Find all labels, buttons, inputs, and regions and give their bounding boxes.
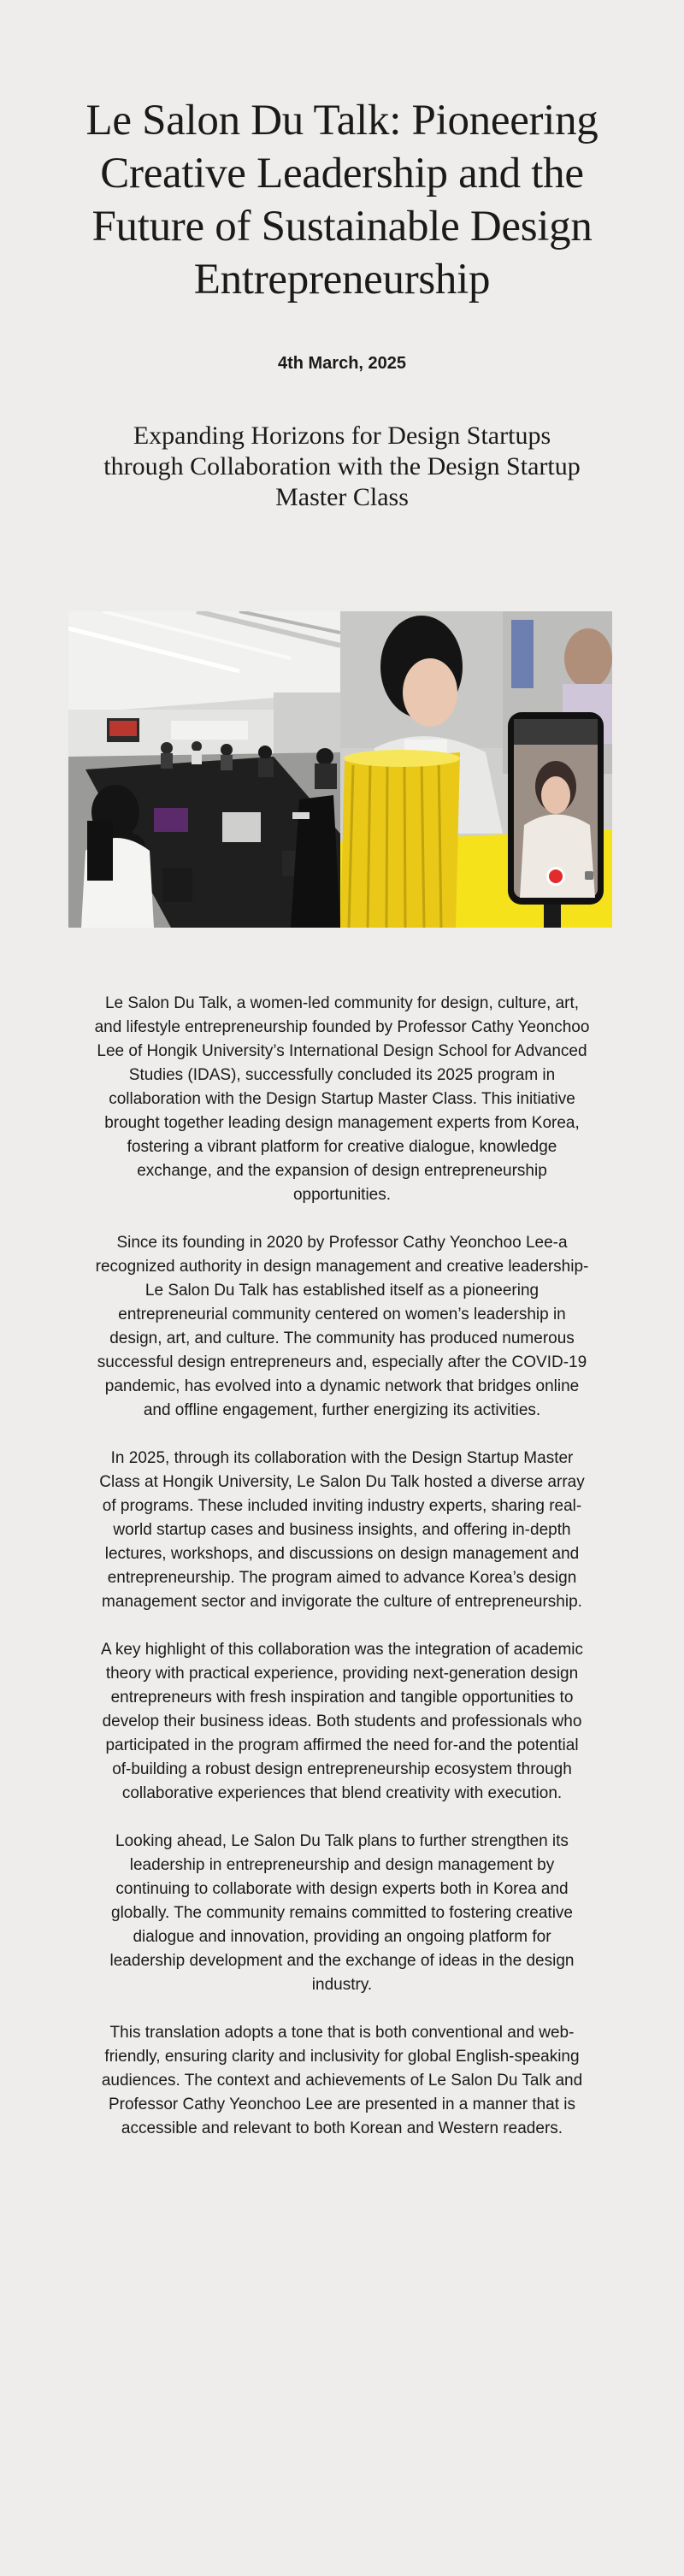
paragraph: In 2025, through its collaboration with the Design Startup Master Class at Hongik University, Le Salon Du Talk hosted a diverse array of programs. These included inviting industry experts, sharing real-world startup cases and business insights, and offering in-depth lectures, workshops, and discussions on design management and entrepreneurship. The program aimed to advance Korea’s design management sector and invigorate the culture of entrepreneurship. xyxy=(99,1449,585,1611)
paragraph: A key highlight of this collaboration was the integration of academic theory with practical experience, providing next-generation design entrepreneurs with fresh inspiration and tangible opportunities to develop their business ideas. Both students and professionals who participated in the program affirmed the need for-and the potential of-building a robust design entrepreneurship ecosystem through collaborative experiences that blend creativity with execution. xyxy=(101,1641,583,1802)
article-body xyxy=(94,992,590,2165)
article-title: Le Salon Du Talk: Pioneering Creative Leadership and the Future of Sustainable Design Entrepreneurship xyxy=(86,97,598,304)
phone-recording-photo xyxy=(340,611,612,928)
hero-image xyxy=(68,611,612,928)
paragraph: Le Salon Du Talk, a women-led community for design, culture, art, and lifestyle entrepreneurship founded by Professor Cathy Yeonchoo Lee of Hongik University’s International Design School for Advanced Studies (IDAS), successfully concluded its 2025 program in collaboration with the Design Startup Master Class. This initiative brought together leading design management experts from Korea, fostering a vibrant platform for creative dialogue, knowledge exchange, and the expansion of design entrepreneurship opportunities. xyxy=(94,994,590,1204)
article-subtitle: Expanding Horizons for Design Startups through Collaboration with the Design Startup Master Class xyxy=(103,421,581,511)
classroom-photo xyxy=(68,611,340,928)
paragraph: This translation adopts a tone that is both conventional and web-friendly, ensuring clarity and inclusivity for global English-speaking audiences. The context and achievements of Le Salon Du Talk and Professor Cathy Yeonchoo Lee are presented in a manner that is accessible and relevant to both Korean and Western readers. xyxy=(101,2024,583,2137)
paragraph: Looking ahead, Le Salon Du Talk plans to further strengthen its leadership in entrepreneurship and design management by continuing to collaborate with design experts both in Korea and globally. The community remains committed to fostering creative dialogue and innovation, providing an ongoing platform for leadership development and the exchange of ideas in the design industry. xyxy=(109,1832,575,1994)
paragraph: Since its founding in 2020 by Professor Cathy Yeonchoo Lee-a recognized authority in design management and creative leadership-Le Salon Du Talk has established itself as a pioneering entrepreneurial community centered on women’s leadership in design, art, and culture. The community has produced numerous successful design entrepreneurs and, especially after the COVID-19 pandemic, has evolved into a dynamic network that bridges online and offline engagement, further energizing its activities. xyxy=(95,1234,589,1419)
article-date: 4th March, 2025 xyxy=(277,354,407,373)
